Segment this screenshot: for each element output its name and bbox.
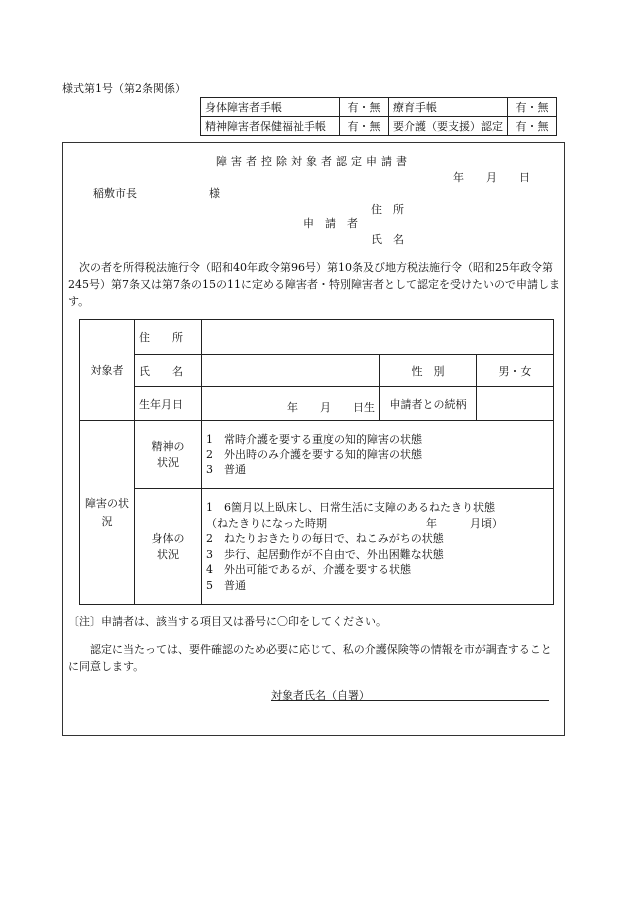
applicant-address-label: 住 所 [371,203,404,216]
mental-option[interactable]: 2 外出時のみ介護を要する知的障害の状態 [206,448,422,461]
honorific: 様 [209,187,220,200]
physical-option[interactable]: 2 ねたりおきたりの毎日で、ねこみがちの状態 [206,532,444,545]
intro-text: 次の者を所得税法施行令（昭和40年政令第96号）第10条及び地方税法施行令（昭和25年政令第245号）第7条又は第7条の15の11に定める障害者・特別障害者として認定を受けたいので申請します。 [68,261,560,308]
mental-handbook-label: 精神障害者保健福祉手帳 [201,117,340,136]
applicant-label: 申 請 者 [303,217,358,230]
physical-option[interactable]: 4 外出可能であるが、介護を要する状態 [206,563,411,576]
physical-status-label: 身体の状況 [135,489,202,605]
subject-address-field[interactable] [202,320,554,355]
disability-group-label: 障害の状況 [80,421,135,605]
form-number: 様式第1号（第2条関係） [62,82,186,95]
mental-status-label: 精神の状況 [135,421,202,489]
physical-option[interactable]: 3 歩行、起居動作が不自由で、外出困難な状態 [206,547,444,561]
handbook-row [201,117,557,136]
consent-text: 認定に当たっては、要件確認のため必要に応じて、私の介護保険等の情報を市が調査することに同意します。 [68,643,552,673]
physical-status-options [202,489,554,605]
birth-label: 生年月日 [135,387,202,421]
care-certification-yes-no[interactable]: 有・無 [508,117,557,136]
physical-handbook-yes-no[interactable]: 有・無 [340,98,389,117]
care-certification-label: 要介護（要支援）認定 [389,117,508,136]
note-text: 〔注〕申請者は、該当する項目又は番号に〇印をしてください。 [68,615,387,628]
birth-field[interactable]: 年 月 日生 [202,387,380,421]
subject-table [79,319,554,605]
mental-option[interactable]: 1 常時介護を要する重度の知的障害の状態 [206,433,422,446]
date-field[interactable]: 年 月 日 [453,171,530,184]
addressee: 稲敷市長 [93,187,137,200]
sex-value[interactable]: 男・女 [477,355,554,387]
ryoiku-handbook-label: 療育手帳 [389,98,508,117]
sex-label: 性 別 [380,355,477,387]
physical-handbook-label: 身体障害者手帳 [201,98,340,117]
subject-name-label: 氏 名 [135,355,202,387]
handbook-row [201,98,557,117]
mental-handbook-yes-no[interactable]: 有・無 [340,117,389,136]
form-title: 障害者控除対象者認定申請書 [216,155,411,168]
mental-status-options [202,421,554,489]
signature-line[interactable] [271,700,549,701]
subject-group-label: 対象者 [80,320,135,421]
ryoiku-handbook-yes-no[interactable]: 有・無 [508,98,557,117]
subject-address-label: 住 所 [135,320,202,355]
relation-label: 申請者との続柄 [380,387,477,421]
subject-name-field[interactable] [202,355,380,387]
applicant-name-label: 氏 名 [371,233,404,246]
relation-field[interactable] [477,387,554,421]
handbook-table [200,97,557,136]
bedridden-period[interactable]: （ねたきりになった時期 年 月頃） [206,516,503,530]
application-form [62,142,565,736]
physical-option[interactable]: 1 6箇月以上臥床し、日常生活に支障のあるねたきり状態 [206,501,495,514]
signature-label: 対象者氏名（自署） [271,689,370,702]
physical-option[interactable]: 5 普通 [206,578,246,592]
mental-option[interactable]: 3 普通 [206,463,246,476]
